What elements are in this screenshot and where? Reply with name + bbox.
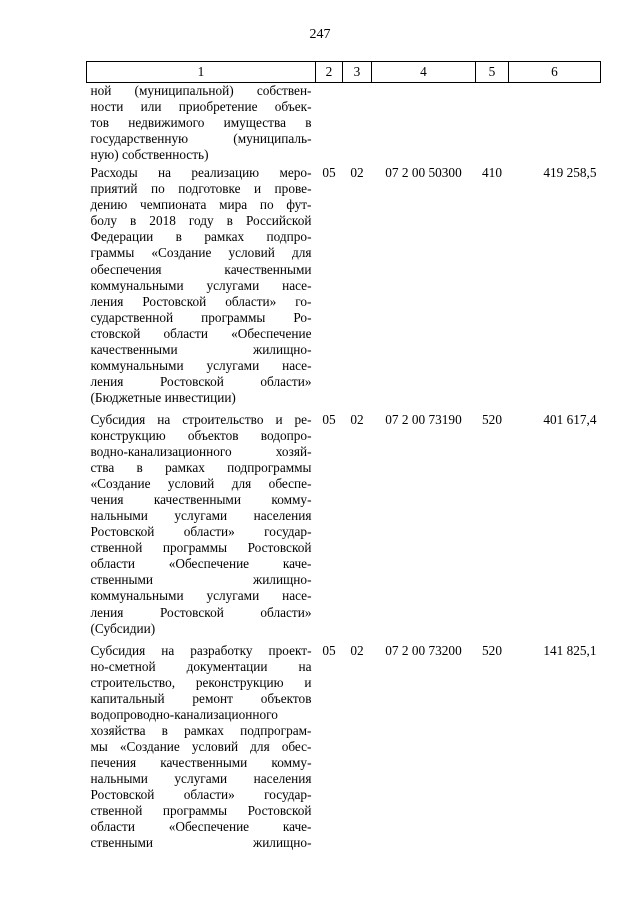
- text-line: конструкцию объектов водопро-: [90, 427, 312, 443]
- text-line: ления Ростовской области»: [90, 604, 312, 620]
- target-article-code: 07 2 00 73190: [385, 411, 462, 427]
- text-line: коммунальными услугами насе-: [90, 357, 312, 373]
- text-line: Федерации в рамках подпро-: [90, 229, 312, 245]
- text-line: «Создание условий для обеспе-: [90, 476, 312, 492]
- text-line: тов недвижимого имущества в: [90, 115, 312, 131]
- row-description: [87, 165, 316, 412]
- text-line: нальными услугами населения: [90, 508, 312, 524]
- text-line: (Бюджетные инвестиции): [90, 389, 236, 405]
- continuation-description: [87, 83, 316, 166]
- header-row: [87, 62, 601, 83]
- text-line: дению чемпионата мира по фут-: [90, 197, 312, 213]
- text-line: ную) собственность): [90, 147, 209, 163]
- text-line: ления Ростовской области» го-: [90, 293, 312, 309]
- target-article-code: 07 2 00 73200: [385, 642, 462, 658]
- budget-table: [86, 61, 601, 857]
- text-line: Ростовской области» государ-: [90, 787, 312, 803]
- row-description: [87, 412, 316, 643]
- expense-type-code: 520: [482, 411, 502, 427]
- text-line: водно-канализационного хозяй-: [90, 444, 312, 460]
- text-line: (Субсидии): [90, 620, 156, 636]
- subsection-code: 02: [350, 642, 364, 658]
- text-line: болу в 2018 году в Российской: [90, 213, 312, 229]
- text-line: нальными услугами населения: [90, 770, 312, 786]
- text-line: водопроводно-канализационного: [90, 706, 278, 722]
- text-line: сударственной программы Ро-: [90, 309, 312, 325]
- table-row: [87, 165, 601, 412]
- section-code: 05: [322, 165, 336, 181]
- text-line: Субсидия на разработку проект-: [90, 642, 312, 658]
- text-line: но-сметной документации на: [90, 658, 312, 674]
- text-line: приятий по подготовке и прове-: [90, 181, 312, 197]
- text-line: качественными жилищно-: [90, 341, 312, 357]
- header-col-6: 6: [509, 62, 601, 83]
- text-line: ственной программы Ростовской: [90, 803, 312, 819]
- page-number: 247: [309, 27, 331, 42]
- text-line: коммунальными услугами насе-: [90, 277, 312, 293]
- header-col-2: 2: [316, 62, 343, 83]
- amount: 401 617,4: [543, 411, 597, 427]
- text-line: капитальный ремонт объектов: [90, 690, 312, 706]
- target-article-code: 07 2 00 50300: [385, 165, 462, 181]
- text-line: ности или приобретение объек-: [90, 99, 312, 115]
- subsection-code: 02: [350, 165, 364, 181]
- text-line: мы «Создание условий для обес-: [90, 738, 312, 754]
- text-line: ственными жилищно-: [90, 572, 312, 588]
- section-code: 05: [322, 411, 336, 427]
- text-line: коммунальными услугами насе-: [90, 588, 312, 604]
- text-line: Расходы на реализацию меро-: [90, 165, 312, 181]
- section-code: 05: [322, 642, 336, 658]
- text-line: области «Обеспечение каче-: [90, 819, 312, 835]
- text-line: ной (муниципальной) собствен-: [90, 83, 312, 98]
- text-line: чения качественными комму-: [90, 492, 312, 508]
- table-row: [87, 643, 601, 858]
- header-col-5: 5: [476, 62, 509, 83]
- amount: 141 825,1: [543, 642, 597, 658]
- text-line: Субсидия на строительство и ре-: [90, 411, 312, 427]
- continuation-row: [87, 83, 601, 166]
- text-line: хозяйства в рамках подпрограм-: [90, 722, 312, 738]
- row-description: [87, 643, 316, 858]
- text-line: граммы «Создание условий для: [90, 245, 312, 261]
- text-line: ления Ростовской области»: [90, 373, 312, 389]
- text-line: области «Обеспечение каче-: [90, 556, 312, 572]
- amount: 419 258,5: [543, 165, 597, 181]
- text-line: обеспечения качественными: [90, 261, 312, 277]
- text-line: Ростовской области» государ-: [90, 524, 312, 540]
- text-line: ственной программы Ростовской: [90, 540, 312, 556]
- text-line: печения качественными комму-: [90, 754, 312, 770]
- text-line: ственными жилищно-: [90, 835, 312, 851]
- header-col-4: 4: [372, 62, 476, 83]
- table-row: [87, 412, 601, 643]
- text-line: стовской области «Обеспечение: [90, 325, 312, 341]
- text-line: ства в рамках подпрограммы: [90, 460, 312, 476]
- subsection-code: 02: [350, 411, 364, 427]
- text-line: государственную (муниципаль-: [90, 131, 312, 147]
- header-col-3: 3: [343, 62, 372, 83]
- text-line: строительство, реконструкцию и: [90, 674, 312, 690]
- header-col-1: 1: [87, 62, 316, 83]
- expense-type-code: 410: [482, 165, 502, 181]
- expense-type-code: 520: [482, 642, 502, 658]
